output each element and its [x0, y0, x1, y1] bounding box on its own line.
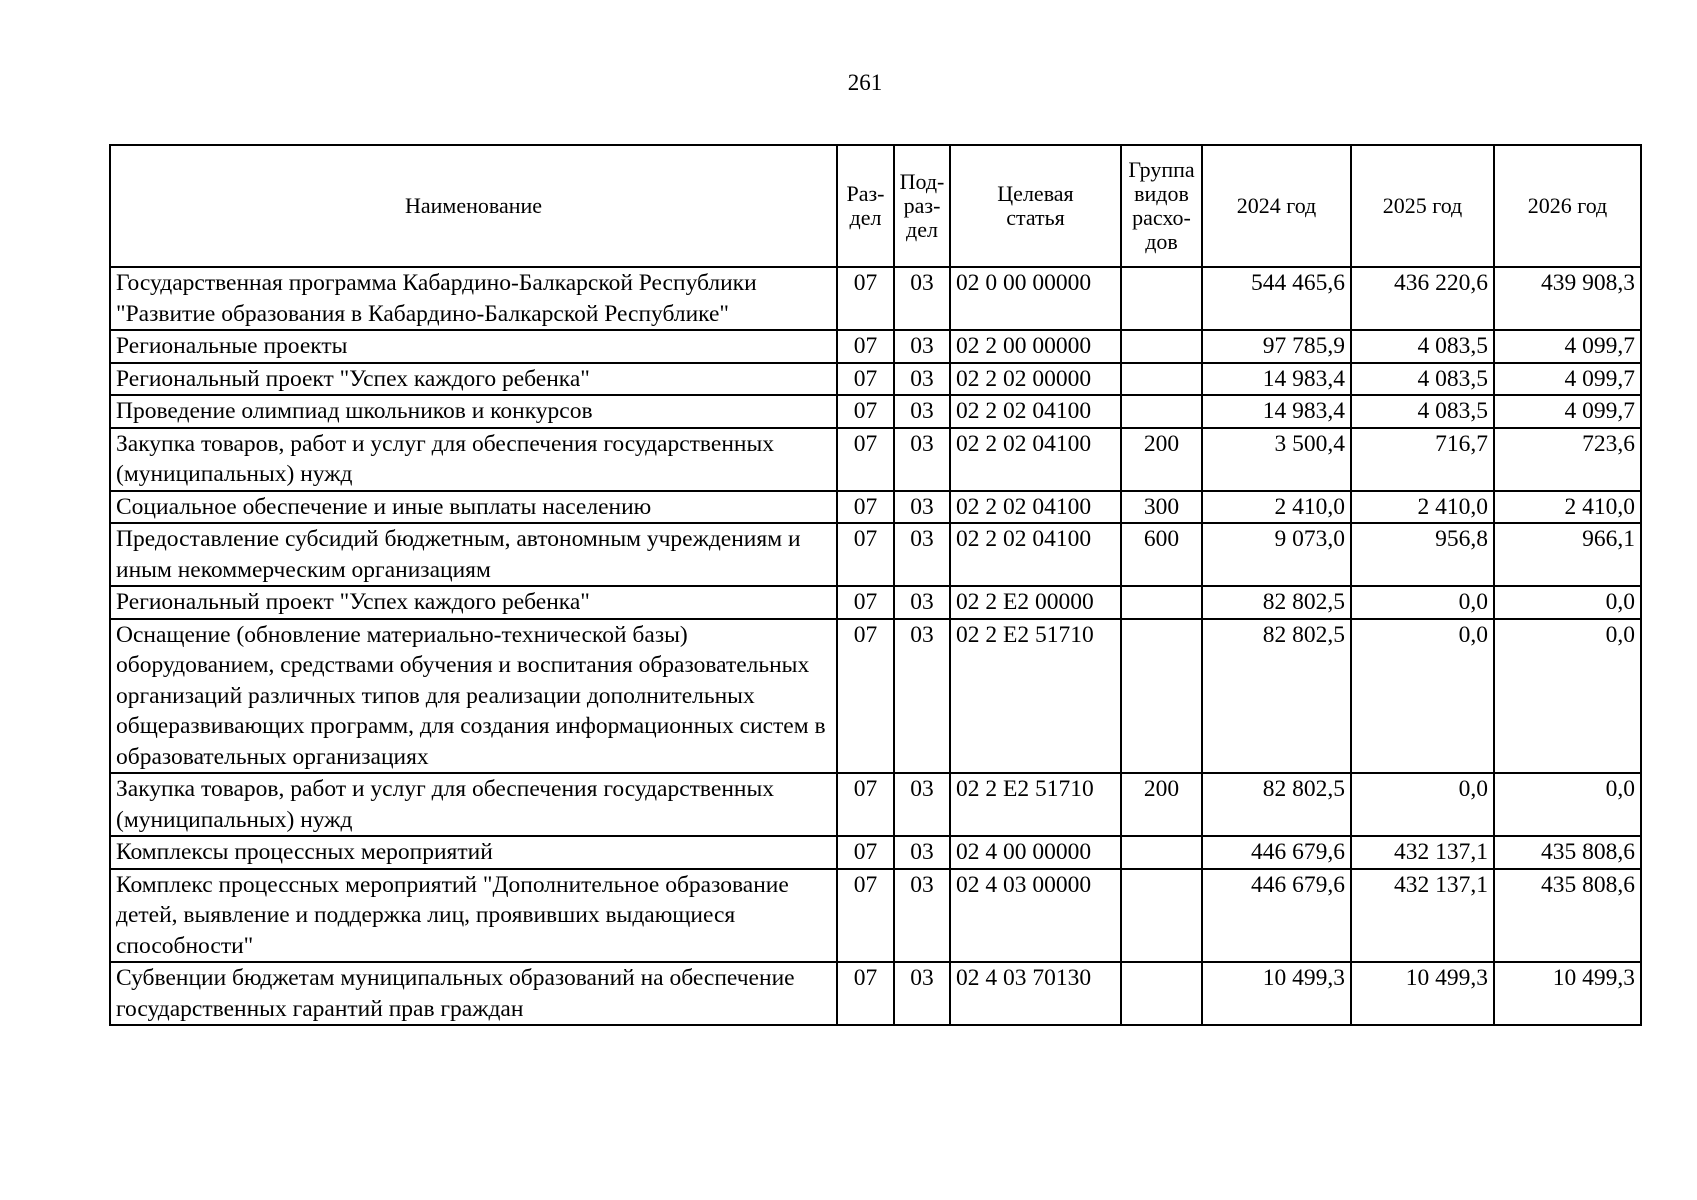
- header-2025: 2025 год: [1351, 145, 1494, 267]
- cell-subsection: 03: [894, 836, 950, 869]
- cell-2025: 716,7: [1351, 428, 1494, 491]
- cell-target: 02 2 02 04100: [950, 523, 1121, 586]
- cell-2026: 2 410,0: [1494, 491, 1641, 524]
- cell-name: Предоставление субсидий бюджетным, автономным учреждениям и иным некоммерческим организациям: [110, 523, 837, 586]
- header-2026: 2026 год: [1494, 145, 1641, 267]
- cell-subsection: 03: [894, 619, 950, 774]
- cell-subsection: 03: [894, 428, 950, 491]
- header-section: Раз-дел: [837, 145, 894, 267]
- cell-section: 07: [837, 267, 894, 330]
- cell-2024: 446 679,6: [1202, 836, 1351, 869]
- cell-group: [1121, 962, 1202, 1025]
- cell-target: 02 2 02 04100: [950, 428, 1121, 491]
- table-row: [110, 491, 1641, 524]
- cell-section: 07: [837, 395, 894, 428]
- table-row: [110, 330, 1641, 363]
- table-row: [110, 586, 1641, 619]
- cell-target: 02 2 Е2 51710: [950, 773, 1121, 836]
- cell-2026: 0,0: [1494, 586, 1641, 619]
- cell-name: Региональные проекты: [110, 330, 837, 363]
- cell-section: 07: [837, 428, 894, 491]
- cell-2025: 2 410,0: [1351, 491, 1494, 524]
- cell-2024: 82 802,5: [1202, 586, 1351, 619]
- cell-section: 07: [837, 773, 894, 836]
- header-name: Наименование: [110, 145, 837, 267]
- cell-2024: 446 679,6: [1202, 869, 1351, 963]
- cell-subsection: 03: [894, 395, 950, 428]
- cell-section: 07: [837, 619, 894, 774]
- cell-2026: 435 808,6: [1494, 836, 1641, 869]
- table-row: [110, 869, 1641, 963]
- table-row: [110, 773, 1641, 836]
- cell-name: Социальное обеспечение и иные выплаты населению: [110, 491, 837, 524]
- cell-2024: 14 983,4: [1202, 395, 1351, 428]
- cell-2024: 82 802,5: [1202, 619, 1351, 774]
- cell-2024: 2 410,0: [1202, 491, 1351, 524]
- cell-2024: 3 500,4: [1202, 428, 1351, 491]
- cell-subsection: 03: [894, 523, 950, 586]
- cell-2026: 723,6: [1494, 428, 1641, 491]
- cell-section: 07: [837, 836, 894, 869]
- cell-subsection: 03: [894, 869, 950, 963]
- cell-section: 07: [837, 586, 894, 619]
- cell-name: Оснащение (обновление материально-технической базы) оборудованием, средствами обучения и воспитания образовательных организаций различных типов для реализации дополнительных общеразвивающих программ, для создания информационных систем в образовательных организациях: [110, 619, 837, 774]
- cell-target: 02 4 03 00000: [950, 869, 1121, 963]
- cell-section: 07: [837, 962, 894, 1025]
- cell-2025: 10 499,3: [1351, 962, 1494, 1025]
- table-row: [110, 836, 1641, 869]
- cell-name: Комплексы процессных мероприятий: [110, 836, 837, 869]
- cell-2024: 82 802,5: [1202, 773, 1351, 836]
- cell-subsection: 03: [894, 962, 950, 1025]
- cell-group: 600: [1121, 523, 1202, 586]
- cell-group: [1121, 330, 1202, 363]
- cell-subsection: 03: [894, 330, 950, 363]
- header-2024: 2024 год: [1202, 145, 1351, 267]
- cell-name: Закупка товаров, работ и услуг для обеспечения государственных (муниципальных) нужд: [110, 773, 837, 836]
- cell-2025: 4 083,5: [1351, 395, 1494, 428]
- cell-target: 02 4 03 70130: [950, 962, 1121, 1025]
- table-row: [110, 267, 1641, 330]
- cell-group: 300: [1121, 491, 1202, 524]
- cell-2024: 97 785,9: [1202, 330, 1351, 363]
- cell-target: 02 2 00 00000: [950, 330, 1121, 363]
- table-row: [110, 962, 1641, 1025]
- cell-2026: 0,0: [1494, 773, 1641, 836]
- cell-subsection: 03: [894, 267, 950, 330]
- cell-group: [1121, 586, 1202, 619]
- cell-2025: 956,8: [1351, 523, 1494, 586]
- table-row: [110, 619, 1641, 774]
- cell-target: 02 0 00 00000: [950, 267, 1121, 330]
- cell-2026: 439 908,3: [1494, 267, 1641, 330]
- budget-table: [109, 144, 1642, 1026]
- page-number: 261: [847, 70, 883, 95]
- table-body: [110, 267, 1641, 1025]
- cell-section: 07: [837, 523, 894, 586]
- cell-name: Проведение олимпиад школьников и конкурсов: [110, 395, 837, 428]
- cell-group: 200: [1121, 773, 1202, 836]
- cell-2025: 0,0: [1351, 586, 1494, 619]
- cell-2026: 4 099,7: [1494, 330, 1641, 363]
- table-row: [110, 363, 1641, 396]
- cell-2025: 432 137,1: [1351, 869, 1494, 963]
- cell-2026: 4 099,7: [1494, 395, 1641, 428]
- cell-group: [1121, 619, 1202, 774]
- header-subsection: Под-раз-дел: [894, 145, 950, 267]
- cell-2025: 0,0: [1351, 773, 1494, 836]
- table-row: [110, 428, 1641, 491]
- table-row: [110, 395, 1641, 428]
- cell-name: Комплекс процессных мероприятий "Дополнительное образование детей, выявление и поддержка лиц, проявивших выдающиеся способности": [110, 869, 837, 963]
- cell-2025: 436 220,6: [1351, 267, 1494, 330]
- cell-section: 07: [837, 869, 894, 963]
- cell-2024: 14 983,4: [1202, 363, 1351, 396]
- cell-2026: 10 499,3: [1494, 962, 1641, 1025]
- cell-subsection: 03: [894, 586, 950, 619]
- cell-2026: 966,1: [1494, 523, 1641, 586]
- cell-name: Региональный проект "Успех каждого ребенка": [110, 586, 837, 619]
- cell-2024: 10 499,3: [1202, 962, 1351, 1025]
- cell-name: Закупка товаров, работ и услуг для обеспечения государственных (муниципальных) нужд: [110, 428, 837, 491]
- cell-section: 07: [837, 330, 894, 363]
- cell-2026: 4 099,7: [1494, 363, 1641, 396]
- cell-section: 07: [837, 491, 894, 524]
- cell-2025: 432 137,1: [1351, 836, 1494, 869]
- header-row: [110, 145, 1641, 267]
- cell-group: [1121, 869, 1202, 963]
- cell-2025: 0,0: [1351, 619, 1494, 774]
- cell-2026: 0,0: [1494, 619, 1641, 774]
- table-row: [110, 523, 1641, 586]
- cell-2025: 4 083,5: [1351, 330, 1494, 363]
- cell-subsection: 03: [894, 773, 950, 836]
- cell-group: [1121, 395, 1202, 428]
- cell-group: [1121, 836, 1202, 869]
- cell-group: [1121, 267, 1202, 330]
- cell-target: 02 2 02 04100: [950, 491, 1121, 524]
- cell-name: Государственная программа Кабардино-Балкарской Республики "Развитие образования в Кабардино-Балкарской Республике": [110, 267, 837, 330]
- cell-2024: 9 073,0: [1202, 523, 1351, 586]
- cell-subsection: 03: [894, 491, 950, 524]
- cell-2025: 4 083,5: [1351, 363, 1494, 396]
- header-target: Целевая статья: [950, 145, 1121, 267]
- cell-group: 200: [1121, 428, 1202, 491]
- header-group: Группа видов расхо-дов: [1121, 145, 1202, 267]
- cell-2024: 544 465,6: [1202, 267, 1351, 330]
- cell-target: 02 4 00 00000: [950, 836, 1121, 869]
- cell-name: Региональный проект "Успех каждого ребенка": [110, 363, 837, 396]
- cell-subsection: 03: [894, 363, 950, 396]
- cell-target: 02 2 Е2 51710: [950, 619, 1121, 774]
- cell-name: Субвенции бюджетам муниципальных образований на обеспечение государственных гарантий прав граждан: [110, 962, 837, 1025]
- cell-target: 02 2 02 04100: [950, 395, 1121, 428]
- cell-2026: 435 808,6: [1494, 869, 1641, 963]
- cell-section: 07: [837, 363, 894, 396]
- cell-group: [1121, 363, 1202, 396]
- cell-target: 02 2 Е2 00000: [950, 586, 1121, 619]
- cell-target: 02 2 02 00000: [950, 363, 1121, 396]
